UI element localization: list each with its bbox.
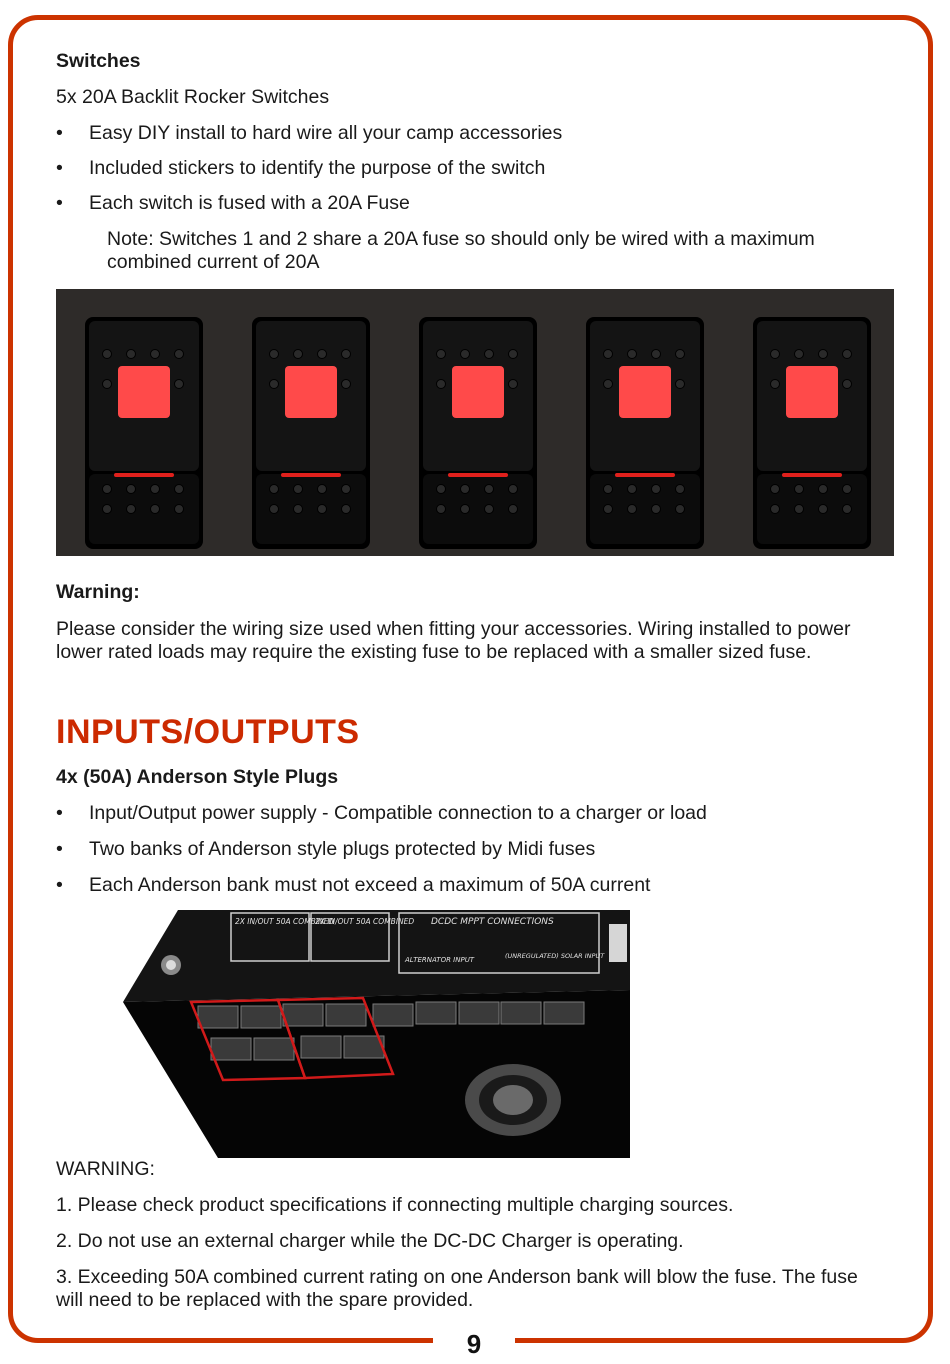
- list-item-text: Included stickers to identify the purpose of the switch: [89, 157, 546, 179]
- bullet-icon: •: [56, 802, 63, 824]
- solar-label: (UNREGULATED) SOLAR INPUT: [505, 952, 605, 960]
- switch-light: [619, 366, 671, 418]
- bullet-icon: •: [56, 838, 63, 860]
- bullet-icon: •: [56, 192, 63, 214]
- list-item-text: Input/Output power supply - Compatible connection to a charger or load: [89, 802, 707, 824]
- warning-heading: Warning:: [56, 581, 140, 603]
- warning-text: Please consider the wiring size used when fitting your accessories. Wiring installed to power lower rated loads may require the existing fuse to be replaced with a smaller sized fuse.: [56, 618, 851, 663]
- switch-light: [118, 366, 170, 418]
- switch-indicator-bar: [782, 473, 842, 477]
- warning2-heading: WARNING:: [56, 1158, 155, 1180]
- product-illustration: [123, 910, 630, 1158]
- qr-code-icon: [609, 924, 627, 962]
- list-item-text: Easy DIY install to hard wire all your camp accessories: [89, 122, 563, 144]
- dcdc-label: DCDC MPPT CONNECTIONS: [431, 917, 554, 927]
- rocker-switch: [753, 317, 871, 549]
- bullet-icon: •: [56, 874, 63, 896]
- switch-indicator-bar: [114, 473, 174, 477]
- bank-2-label: 2X IN/OUT 50A COMBINED: [315, 917, 415, 926]
- list-item-text: Each switch is fused with a 20A Fuse: [89, 192, 410, 214]
- section-title: INPUTS/OUTPUTS: [56, 713, 360, 751]
- alternator-label: ALTERNATOR INPUT: [405, 956, 475, 964]
- switch-indicator-bar: [448, 473, 508, 477]
- switch-indicator-bar: [281, 473, 341, 477]
- list-item-text: Two banks of Anderson style plugs protected by Midi fuses: [89, 838, 596, 860]
- bullet-icon: •: [56, 157, 63, 179]
- warning2-item: 2. Do not use an external charger while the DC-DC Charger is operating.: [56, 1230, 684, 1252]
- switches-subheading: 5x 20A Backlit Rocker Switches: [56, 86, 330, 108]
- warning2-item: 1. Please check product specifications if connecting multiple charging sources.: [56, 1194, 734, 1216]
- list-item-text: Each Anderson bank must not exceed a maximum of 50A current: [89, 874, 651, 896]
- page-number: 9: [433, 1325, 515, 1363]
- switch-light: [285, 366, 337, 418]
- bullet-icon: •: [56, 122, 63, 144]
- rocker-switches-illustration: [56, 289, 894, 556]
- rocker-switch: [85, 317, 203, 549]
- rocker-switch: [252, 317, 370, 549]
- anderson-plugs-image: [123, 910, 630, 1158]
- switch-panel-image: [56, 289, 894, 556]
- anderson-subheading: 4x (50A) Anderson Style Plugs: [56, 766, 339, 788]
- switch-indicator-bar: [615, 473, 675, 477]
- bank-1-label: 2X IN/OUT 50A COMBINED: [235, 917, 335, 926]
- switch-light: [452, 366, 504, 418]
- warning2-item: 3. Exceeding 50A combined current rating on one Anderson bank will blow the fuse. The fuse will need to be replaced with the spare provided.: [56, 1266, 858, 1311]
- switches-heading: Switches: [56, 50, 141, 72]
- switch-light: [786, 366, 838, 418]
- switches-note: Note: Switches 1 and 2 share a 20A fuse so should only be wired with a maximum combined current of 20A: [107, 228, 815, 273]
- rocker-switch: [586, 317, 704, 549]
- rocker-switch: [419, 317, 537, 549]
